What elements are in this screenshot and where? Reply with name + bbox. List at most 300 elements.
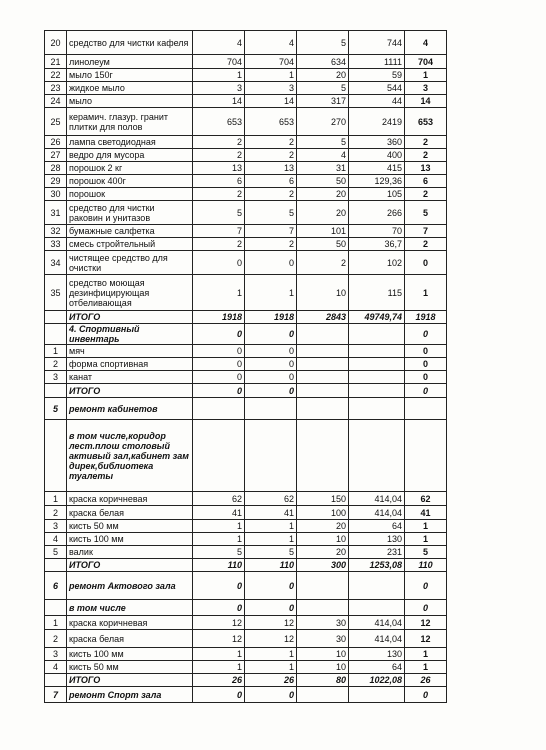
price-cell: 70 — [349, 225, 405, 238]
qty-final-cell: 2 — [405, 238, 447, 251]
qty-1-cell: 0 — [193, 358, 245, 371]
qty-3-cell: 2 — [297, 251, 349, 275]
qty-3-cell: 100 — [297, 506, 349, 520]
row-number-cell — [45, 600, 67, 616]
qty-final-cell: 1918 — [405, 311, 447, 324]
qty-3-cell: 10 — [297, 275, 349, 311]
row-number-cell: 35 — [45, 275, 67, 311]
qty-1-cell: 110 — [193, 559, 245, 572]
qty-final-cell: 4 — [405, 31, 447, 55]
row-number-cell: 22 — [45, 69, 67, 82]
qty-final-cell: 110 — [405, 559, 447, 572]
price-cell — [349, 358, 405, 371]
qty-2-cell: 1 — [245, 533, 297, 546]
section-row — [45, 600, 447, 616]
row-number-cell: 2 — [45, 358, 67, 371]
item-name-cell: ИТОГО — [67, 559, 193, 572]
qty-1-cell: 41 — [193, 506, 245, 520]
price-cell: 231 — [349, 546, 405, 559]
qty-final-cell: 653 — [405, 108, 447, 136]
qty-1-cell: 12 — [193, 616, 245, 630]
price-cell: 1111 — [349, 55, 405, 69]
item-name-cell: лампа светодиодная — [67, 136, 193, 149]
qty-3-cell: 150 — [297, 492, 349, 506]
price-cell: 64 — [349, 520, 405, 533]
qty-3-cell: 31 — [297, 162, 349, 175]
qty-2-cell: 4 — [245, 31, 297, 55]
item-name-cell: жидкое мыло — [67, 82, 193, 95]
qty-1-cell: 5 — [193, 201, 245, 225]
qty-2-cell: 5 — [245, 201, 297, 225]
item-name-cell: мяч — [67, 345, 193, 358]
qty-final-cell: 1 — [405, 69, 447, 82]
item-name-cell: средство для чистки кафеля — [67, 31, 193, 55]
price-cell: 59 — [349, 69, 405, 82]
price-cell: 1253,08 — [349, 559, 405, 572]
price-cell — [349, 324, 405, 345]
item-name-cell: ведро для мусора — [67, 149, 193, 162]
qty-final-cell: 14 — [405, 95, 447, 108]
row-number-cell — [45, 384, 67, 398]
row-number-cell: 23 — [45, 82, 67, 95]
row-number-cell: 1 — [45, 345, 67, 358]
qty-2-cell: 0 — [245, 358, 297, 371]
qty-3-cell: 10 — [297, 648, 349, 661]
qty-3-cell — [297, 358, 349, 371]
row-number-cell: 31 — [45, 201, 67, 225]
section-row — [45, 398, 447, 420]
price-cell: 744 — [349, 31, 405, 55]
qty-1-cell: 13 — [193, 162, 245, 175]
price-cell: 64 — [349, 661, 405, 674]
table-row — [45, 108, 447, 136]
price-cell: 360 — [349, 136, 405, 149]
qty-final-cell: 0 — [405, 358, 447, 371]
qty-final-cell: 26 — [405, 674, 447, 687]
qty-2-cell: 1 — [245, 648, 297, 661]
table-row — [45, 238, 447, 251]
row-number-cell — [45, 674, 67, 687]
qty-3-cell: 20 — [297, 520, 349, 533]
qty-3-cell: 30 — [297, 630, 349, 648]
qty-2-cell: 0 — [245, 600, 297, 616]
item-name-cell: порошок 400г — [67, 175, 193, 188]
row-number-cell: 30 — [45, 188, 67, 201]
item-name-cell: кисть 100 мм — [67, 533, 193, 546]
qty-2-cell: 1 — [245, 69, 297, 82]
row-number-cell: 4 — [45, 661, 67, 674]
price-cell — [349, 384, 405, 398]
table-row — [45, 533, 447, 546]
qty-3-cell — [297, 572, 349, 600]
row-number-cell: 29 — [45, 175, 67, 188]
qty-1-cell: 6 — [193, 175, 245, 188]
qty-1-cell: 2 — [193, 238, 245, 251]
qty-2-cell: 0 — [245, 572, 297, 600]
qty-final-cell: 12 — [405, 630, 447, 648]
qty-3-cell: 2843 — [297, 311, 349, 324]
row-number-cell: 25 — [45, 108, 67, 136]
item-name-cell: мыло — [67, 95, 193, 108]
item-name-cell: ИТОГО — [67, 384, 193, 398]
row-number-cell — [45, 311, 67, 324]
section-row — [45, 324, 447, 345]
item-name-cell: ремонт Спорт зала — [67, 687, 193, 703]
qty-3-cell: 30 — [297, 616, 349, 630]
qty-2-cell: 0 — [245, 251, 297, 275]
section-row — [45, 420, 447, 492]
qty-1-cell: 704 — [193, 55, 245, 69]
price-cell: 414,04 — [349, 492, 405, 506]
total-row — [45, 559, 447, 572]
price-cell: 105 — [349, 188, 405, 201]
price-cell: 130 — [349, 648, 405, 661]
qty-final-cell: 12 — [405, 616, 447, 630]
item-name-cell: краска белая — [67, 506, 193, 520]
table-row — [45, 201, 447, 225]
row-number-cell — [45, 420, 67, 492]
qty-3-cell: 20 — [297, 69, 349, 82]
total-row — [45, 674, 447, 687]
qty-final-cell: 5 — [405, 201, 447, 225]
qty-2-cell: 13 — [245, 162, 297, 175]
item-name-cell: линолеум — [67, 55, 193, 69]
qty-2-cell: 0 — [245, 384, 297, 398]
qty-1-cell: 0 — [193, 600, 245, 616]
item-name-cell: краска коричневая — [67, 492, 193, 506]
table-row — [45, 69, 447, 82]
qty-2-cell: 62 — [245, 492, 297, 506]
qty-final-cell: 1 — [405, 648, 447, 661]
qty-3-cell — [297, 687, 349, 703]
qty-3-cell: 4 — [297, 149, 349, 162]
qty-2-cell — [245, 398, 297, 420]
section-row — [45, 572, 447, 600]
qty-3-cell: 50 — [297, 238, 349, 251]
price-cell — [349, 398, 405, 420]
qty-1-cell: 1 — [193, 69, 245, 82]
qty-2-cell — [245, 420, 297, 492]
row-number-cell: 3 — [45, 371, 67, 384]
section-row — [45, 687, 447, 703]
qty-3-cell: 300 — [297, 559, 349, 572]
qty-3-cell — [297, 398, 349, 420]
qty-3-cell: 20 — [297, 546, 349, 559]
price-cell: 266 — [349, 201, 405, 225]
qty-2-cell: 7 — [245, 225, 297, 238]
qty-2-cell: 0 — [245, 371, 297, 384]
item-name-cell: ремонт Актового зала — [67, 572, 193, 600]
qty-1-cell: 2 — [193, 149, 245, 162]
price-cell — [349, 420, 405, 492]
price-cell: 49749,74 — [349, 311, 405, 324]
row-number-cell: 27 — [45, 149, 67, 162]
table-row — [45, 506, 447, 520]
table-row — [45, 275, 447, 311]
item-name-cell: бумажные салфетка — [67, 225, 193, 238]
qty-1-cell: 2 — [193, 136, 245, 149]
qty-2-cell: 1918 — [245, 311, 297, 324]
qty-3-cell: 10 — [297, 533, 349, 546]
table-row — [45, 225, 447, 238]
qty-final-cell: 3 — [405, 82, 447, 95]
item-name-cell: порошок 2 кг — [67, 162, 193, 175]
qty-2-cell: 653 — [245, 108, 297, 136]
qty-3-cell — [297, 420, 349, 492]
table-row — [45, 188, 447, 201]
qty-2-cell: 0 — [245, 687, 297, 703]
price-cell: 129,36 — [349, 175, 405, 188]
qty-2-cell: 3 — [245, 82, 297, 95]
item-name-cell: краска белая — [67, 630, 193, 648]
qty-3-cell — [297, 371, 349, 384]
price-cell — [349, 572, 405, 600]
row-number-cell: 3 — [45, 648, 67, 661]
qty-final-cell: 5 — [405, 546, 447, 559]
table-row — [45, 251, 447, 275]
qty-1-cell: 653 — [193, 108, 245, 136]
row-number-cell: 32 — [45, 225, 67, 238]
table-row — [45, 371, 447, 384]
item-name-cell: кисть 50 мм — [67, 520, 193, 533]
item-name-cell: в том числе — [67, 600, 193, 616]
row-number-cell: 5 — [45, 398, 67, 420]
row-number-cell: 34 — [45, 251, 67, 275]
row-number-cell: 3 — [45, 520, 67, 533]
qty-1-cell — [193, 420, 245, 492]
item-name-cell: 4. Спортивный инвентарь — [67, 324, 193, 345]
total-row — [45, 384, 447, 398]
table-row — [45, 162, 447, 175]
qty-3-cell — [297, 384, 349, 398]
price-cell — [349, 345, 405, 358]
qty-2-cell: 2 — [245, 149, 297, 162]
item-name-cell: кисть 100 мм — [67, 648, 193, 661]
qty-final-cell: 41 — [405, 506, 447, 520]
qty-1-cell: 0 — [193, 371, 245, 384]
item-name-cell: в том числе,коридор лест.плош столовый активый зал,кабинет зам дирек,библиотека туалеты — [67, 420, 193, 492]
row-number-cell — [45, 324, 67, 345]
qty-3-cell: 80 — [297, 674, 349, 687]
row-number-cell: 1 — [45, 616, 67, 630]
qty-3-cell: 20 — [297, 201, 349, 225]
qty-final-cell: 62 — [405, 492, 447, 506]
row-number-cell: 6 — [45, 572, 67, 600]
qty-1-cell: 1 — [193, 520, 245, 533]
qty-1-cell: 3 — [193, 82, 245, 95]
qty-final-cell: 0 — [405, 324, 447, 345]
table-row — [45, 175, 447, 188]
row-number-cell: 33 — [45, 238, 67, 251]
price-cell: 44 — [349, 95, 405, 108]
qty-final-cell: 0 — [405, 384, 447, 398]
qty-2-cell: 12 — [245, 630, 297, 648]
qty-3-cell: 5 — [297, 82, 349, 95]
qty-1-cell: 0 — [193, 324, 245, 345]
price-cell — [349, 371, 405, 384]
inventory-table — [44, 30, 447, 703]
price-cell: 102 — [349, 251, 405, 275]
table-row — [45, 492, 447, 506]
qty-1-cell: 0 — [193, 572, 245, 600]
item-name-cell: ИТОГО — [67, 674, 193, 687]
table-row — [45, 149, 447, 162]
row-number-cell — [45, 559, 67, 572]
qty-1-cell: 4 — [193, 31, 245, 55]
price-cell: 414,04 — [349, 630, 405, 648]
qty-3-cell — [297, 600, 349, 616]
price-cell: 400 — [349, 149, 405, 162]
qty-1-cell: 1918 — [193, 311, 245, 324]
row-number-cell: 4 — [45, 533, 67, 546]
price-cell — [349, 600, 405, 616]
qty-3-cell: 634 — [297, 55, 349, 69]
qty-1-cell: 1 — [193, 661, 245, 674]
row-number-cell: 26 — [45, 136, 67, 149]
item-name-cell: форма спортивная — [67, 358, 193, 371]
row-number-cell: 2 — [45, 506, 67, 520]
qty-3-cell: 50 — [297, 175, 349, 188]
qty-1-cell: 1 — [193, 533, 245, 546]
qty-3-cell — [297, 345, 349, 358]
qty-2-cell: 2 — [245, 238, 297, 251]
item-name-cell: порошок — [67, 188, 193, 201]
price-cell: 414,04 — [349, 616, 405, 630]
qty-final-cell: 0 — [405, 345, 447, 358]
row-number-cell: 24 — [45, 95, 67, 108]
qty-1-cell: 1 — [193, 648, 245, 661]
qty-final-cell: 2 — [405, 136, 447, 149]
item-name-cell: смесь стройтельный — [67, 238, 193, 251]
qty-1-cell — [193, 398, 245, 420]
table-row — [45, 616, 447, 630]
qty-2-cell: 26 — [245, 674, 297, 687]
price-cell: 115 — [349, 275, 405, 311]
qty-final-cell: 0 — [405, 600, 447, 616]
price-cell: 130 — [349, 533, 405, 546]
qty-2-cell: 704 — [245, 55, 297, 69]
qty-2-cell: 12 — [245, 616, 297, 630]
qty-final-cell: 0 — [405, 251, 447, 275]
qty-final-cell: 704 — [405, 55, 447, 69]
qty-final-cell — [405, 420, 447, 492]
item-name-cell: керамич. глазур. гранит плитки для полов — [67, 108, 193, 136]
qty-2-cell: 1 — [245, 520, 297, 533]
table-row — [45, 546, 447, 559]
qty-3-cell: 10 — [297, 661, 349, 674]
row-number-cell: 2 — [45, 630, 67, 648]
row-number-cell: 5 — [45, 546, 67, 559]
qty-3-cell: 5 — [297, 136, 349, 149]
qty-2-cell: 5 — [245, 546, 297, 559]
item-name-cell: канат — [67, 371, 193, 384]
qty-final-cell: 2 — [405, 149, 447, 162]
qty-1-cell: 62 — [193, 492, 245, 506]
qty-3-cell — [297, 324, 349, 345]
qty-1-cell: 1 — [193, 275, 245, 311]
table-row — [45, 630, 447, 648]
qty-3-cell: 270 — [297, 108, 349, 136]
row-number-cell: 7 — [45, 687, 67, 703]
qty-final-cell — [405, 398, 447, 420]
qty-2-cell: 1 — [245, 275, 297, 311]
price-cell: 415 — [349, 162, 405, 175]
qty-2-cell: 2 — [245, 136, 297, 149]
qty-3-cell: 5 — [297, 31, 349, 55]
row-number-cell: 21 — [45, 55, 67, 69]
price-cell: 1022,08 — [349, 674, 405, 687]
qty-final-cell: 1 — [405, 520, 447, 533]
qty-2-cell: 14 — [245, 95, 297, 108]
qty-3-cell: 317 — [297, 95, 349, 108]
qty-final-cell: 1 — [405, 533, 447, 546]
table-row — [45, 95, 447, 108]
item-name-cell: мыло 150г — [67, 69, 193, 82]
qty-1-cell: 0 — [193, 251, 245, 275]
qty-1-cell: 7 — [193, 225, 245, 238]
qty-1-cell: 5 — [193, 546, 245, 559]
item-name-cell: средство моющая дезинфицирующая отбеливающая — [67, 275, 193, 311]
item-name-cell: чистящее средство для очистки — [67, 251, 193, 275]
total-row — [45, 311, 447, 324]
price-cell — [349, 687, 405, 703]
qty-1-cell: 2 — [193, 188, 245, 201]
qty-1-cell: 0 — [193, 345, 245, 358]
qty-2-cell: 6 — [245, 175, 297, 188]
row-number-cell: 20 — [45, 31, 67, 55]
item-name-cell: кисть 50 мм — [67, 661, 193, 674]
table-row — [45, 345, 447, 358]
table-row — [45, 136, 447, 149]
price-cell: 36,7 — [349, 238, 405, 251]
qty-1-cell: 14 — [193, 95, 245, 108]
qty-final-cell: 0 — [405, 371, 447, 384]
qty-final-cell: 6 — [405, 175, 447, 188]
item-name-cell: ремонт кабинетов — [67, 398, 193, 420]
table-row — [45, 358, 447, 371]
item-name-cell: средство для чистки раковин и унитазов — [67, 201, 193, 225]
qty-final-cell: 13 — [405, 162, 447, 175]
qty-1-cell: 0 — [193, 687, 245, 703]
price-cell: 2419 — [349, 108, 405, 136]
table-row — [45, 31, 447, 55]
qty-2-cell: 1 — [245, 661, 297, 674]
price-cell: 544 — [349, 82, 405, 95]
qty-1-cell: 26 — [193, 674, 245, 687]
qty-final-cell: 7 — [405, 225, 447, 238]
qty-final-cell: 1 — [405, 661, 447, 674]
table-row — [45, 661, 447, 674]
item-name-cell: валик — [67, 546, 193, 559]
qty-3-cell: 20 — [297, 188, 349, 201]
qty-final-cell: 2 — [405, 188, 447, 201]
qty-final-cell: 1 — [405, 275, 447, 311]
table-row — [45, 55, 447, 69]
qty-final-cell: 0 — [405, 687, 447, 703]
qty-2-cell: 0 — [245, 345, 297, 358]
table-row — [45, 520, 447, 533]
qty-2-cell: 41 — [245, 506, 297, 520]
qty-1-cell: 0 — [193, 384, 245, 398]
item-name-cell: ИТОГО — [67, 311, 193, 324]
row-number-cell: 28 — [45, 162, 67, 175]
qty-final-cell: 0 — [405, 572, 447, 600]
price-cell: 414,04 — [349, 506, 405, 520]
item-name-cell: краска коричневая — [67, 616, 193, 630]
table-row — [45, 648, 447, 661]
qty-2-cell: 2 — [245, 188, 297, 201]
qty-1-cell: 12 — [193, 630, 245, 648]
